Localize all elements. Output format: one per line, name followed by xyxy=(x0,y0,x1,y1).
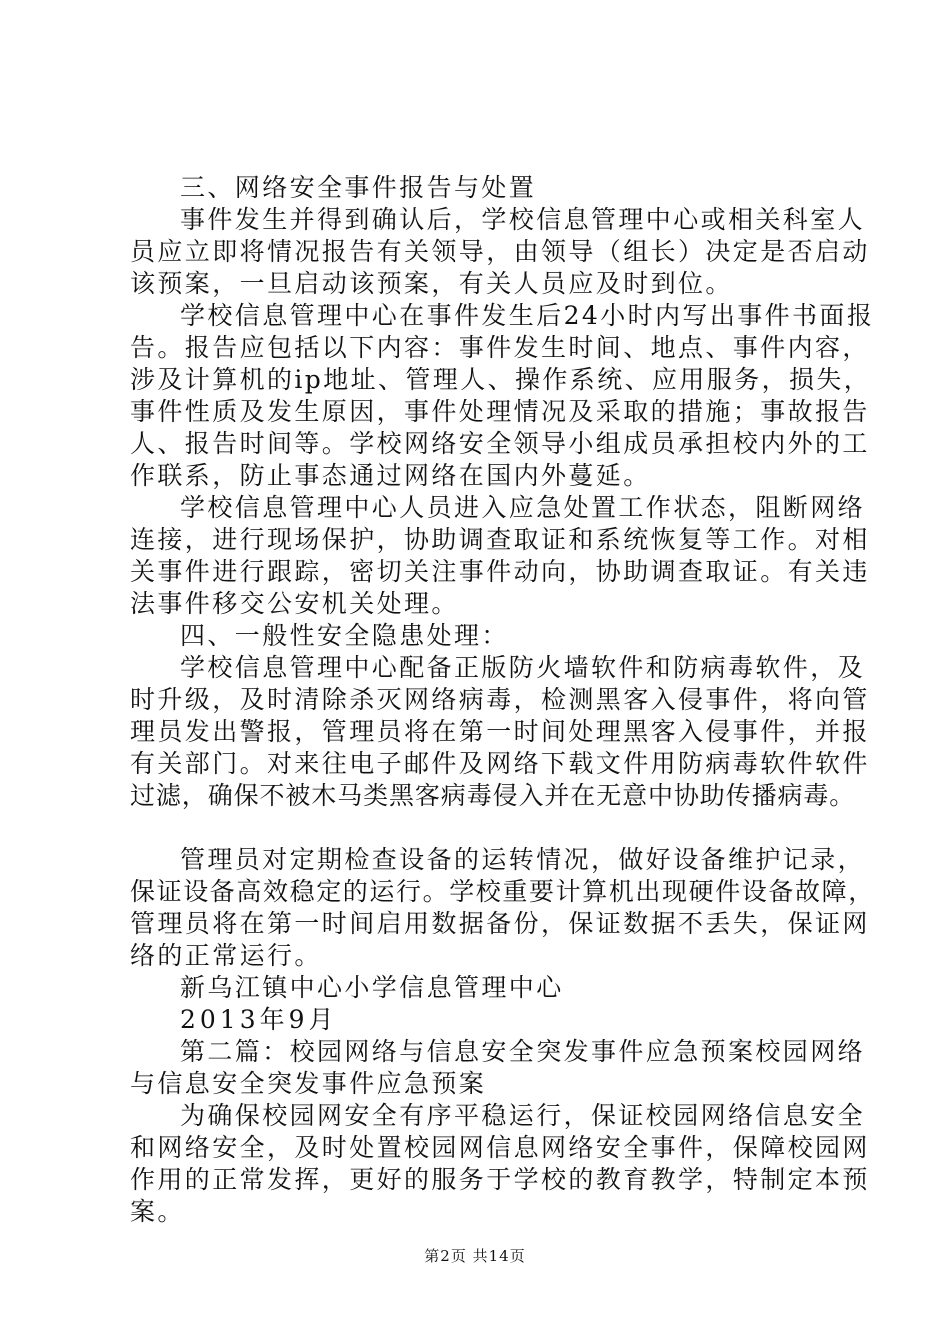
paragraph-line: 学校信息管理中心在事件发生后24小时内写出事件书面报 xyxy=(180,301,875,330)
paragraph-line: 员应立即将情况报告有关领导，由领导（组长）决定是否启动 xyxy=(130,237,870,266)
paragraph-line: 告。报告应包括以下内容：事件发生时间、地点、事件内容， xyxy=(130,333,870,362)
paragraph-line: 该预案，一旦启动该预案，有关人员应及时到位。 xyxy=(130,269,733,298)
paragraph-line: 理员发出警报，管理员将在第一时间处理黑客入侵事件，并报 xyxy=(130,717,870,746)
paragraph-line: 管理员将在第一时间启用数据备份，保证数据不丢失，保证网 xyxy=(130,909,870,938)
paragraph-line: 涉及计算机的ip地址、管理人、操作系统、应用服务，损失， xyxy=(130,365,872,394)
paragraph-line: 学校信息管理中心配备正版防火墙软件和防病毒软件，及 xyxy=(180,653,866,682)
paragraph-line: 人、报告时间等。学校网络安全领导小组成员承担校内外的工 xyxy=(130,429,870,458)
paragraph-line: 学校信息管理中心人员进入应急处置工作状态，阻断网络 xyxy=(180,493,866,522)
paragraph-line: 事件性质及发生原因，事件处理情况及采取的措施；事故报告 xyxy=(130,397,870,426)
paragraph-line: 管理员对定期检查设备的运转情况，做好设备维护记录， xyxy=(180,845,866,874)
section-heading-3: 三、网络安全事件报告与处置 xyxy=(180,173,537,202)
paragraph-line: 事件发生并得到确认后，学校信息管理中心或相关科室人 xyxy=(180,205,866,234)
paragraph-line: 关事件进行跟踪，密切关注事件动向，协助调查取证。有关违 xyxy=(130,557,870,586)
paragraph-line: 案。 xyxy=(130,1197,185,1226)
paragraph-line: 有关部门。对来往电子邮件及网络下载文件用防病毒软件软件 xyxy=(130,749,870,778)
paragraph-line: 连接，进行现场保护，协助调查取证和系统恢复等工作。对相 xyxy=(130,525,870,554)
paragraph-line: 作联系，防止事态通过网络在国内外蔓延。 xyxy=(130,461,651,490)
signature-date: 2013年9月 xyxy=(180,1005,338,1034)
paragraph-line: 为确保校园网安全有序平稳运行，保证校园网络信息安全 xyxy=(180,1101,866,1130)
section-heading-4: 四、一般性安全隐患处理： xyxy=(180,621,509,650)
paragraph-line: 时升级，及时清除杀灭网络病毒，检测黑客入侵事件，将向管 xyxy=(130,685,870,714)
signature-organization: 新乌江镇中心小学信息管理中心 xyxy=(180,973,564,1002)
paragraph-line: 作用的正常发挥，更好的服务于学校的教育教学，特制定本预 xyxy=(130,1165,870,1194)
page-footer: 第2页 共14页 xyxy=(424,1247,526,1265)
paragraph-line: 过滤，确保不被木马类黑客病毒侵入并在无意中协助传播病毒。 xyxy=(130,781,856,810)
paragraph-line: 法事件移交公安机关处理。 xyxy=(130,589,459,618)
chapter-title-line: 与信息安全突发事件应急预案 xyxy=(130,1069,487,1098)
chapter-title-line: 第二篇：校园网络与信息安全突发事件应急预案校园网络 xyxy=(180,1037,866,1066)
paragraph-line: 络的正常运行。 xyxy=(130,941,322,970)
paragraph-line: 保证设备高效稳定的运行。学校重要计算机出现硬件设备故障， xyxy=(130,877,875,906)
paragraph-line: 和网络安全，及时处置校园网信息网络安全事件，保障校园网 xyxy=(130,1133,870,1162)
